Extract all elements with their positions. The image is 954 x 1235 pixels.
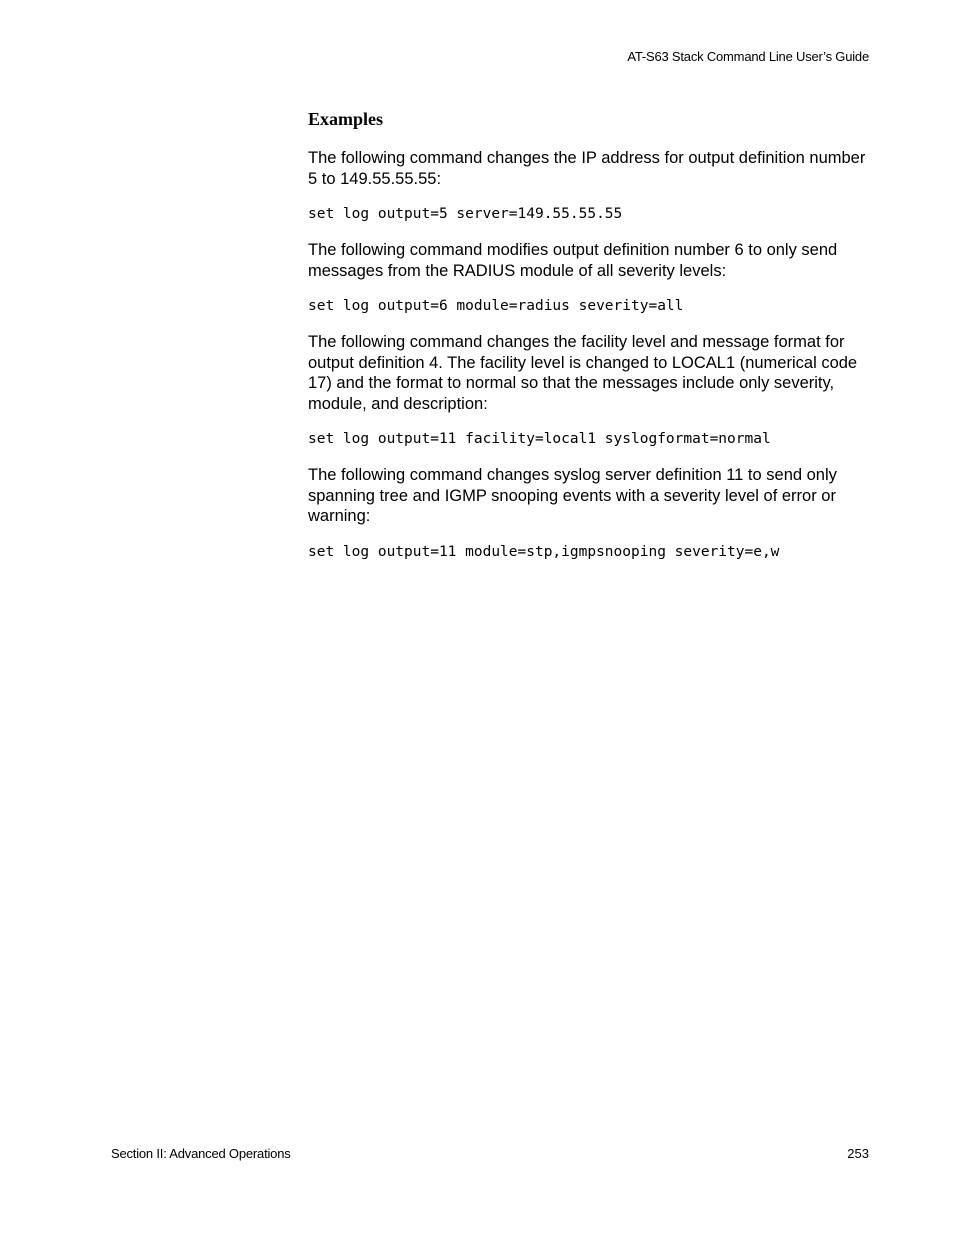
example-description: The following command modifies output definition number 6 to only send messages from the RADIUS module of all severity levels: [308,241,838,280]
running-header: AT-S63 Stack Command Line User’s Guide [627,49,869,64]
main-content [308,108,873,578]
page-number: 253 [847,1146,869,1161]
example-command: set log output=11 facility=local1 syslogformat=normal [308,431,771,447]
example-command: set log output=5 server=149.55.55.55 [308,206,623,222]
example-description: The following command changes the IP address for output definition number 5 to 149.55.55.55: [308,149,866,188]
example-command: set log output=11 module=stp,igmpsnooping severity=e,w [308,543,780,560]
footer-section-title: Section II: Advanced Operations [111,1146,291,1161]
example-description: The following command changes syslog server definition 11 to send only spanning tree and IGMP snooping events with a severity level of error or warning: [308,466,837,525]
example-description: The following command changes the facility level and message format for output definition 4. The facility level is changed to LOCAL1 (numerical code 17) and the format to normal so that the messages include only severity, module, and description: [308,333,858,413]
example-command: set log output=6 module=radius severity=all [308,298,684,314]
section-heading: Examples [308,109,384,129]
